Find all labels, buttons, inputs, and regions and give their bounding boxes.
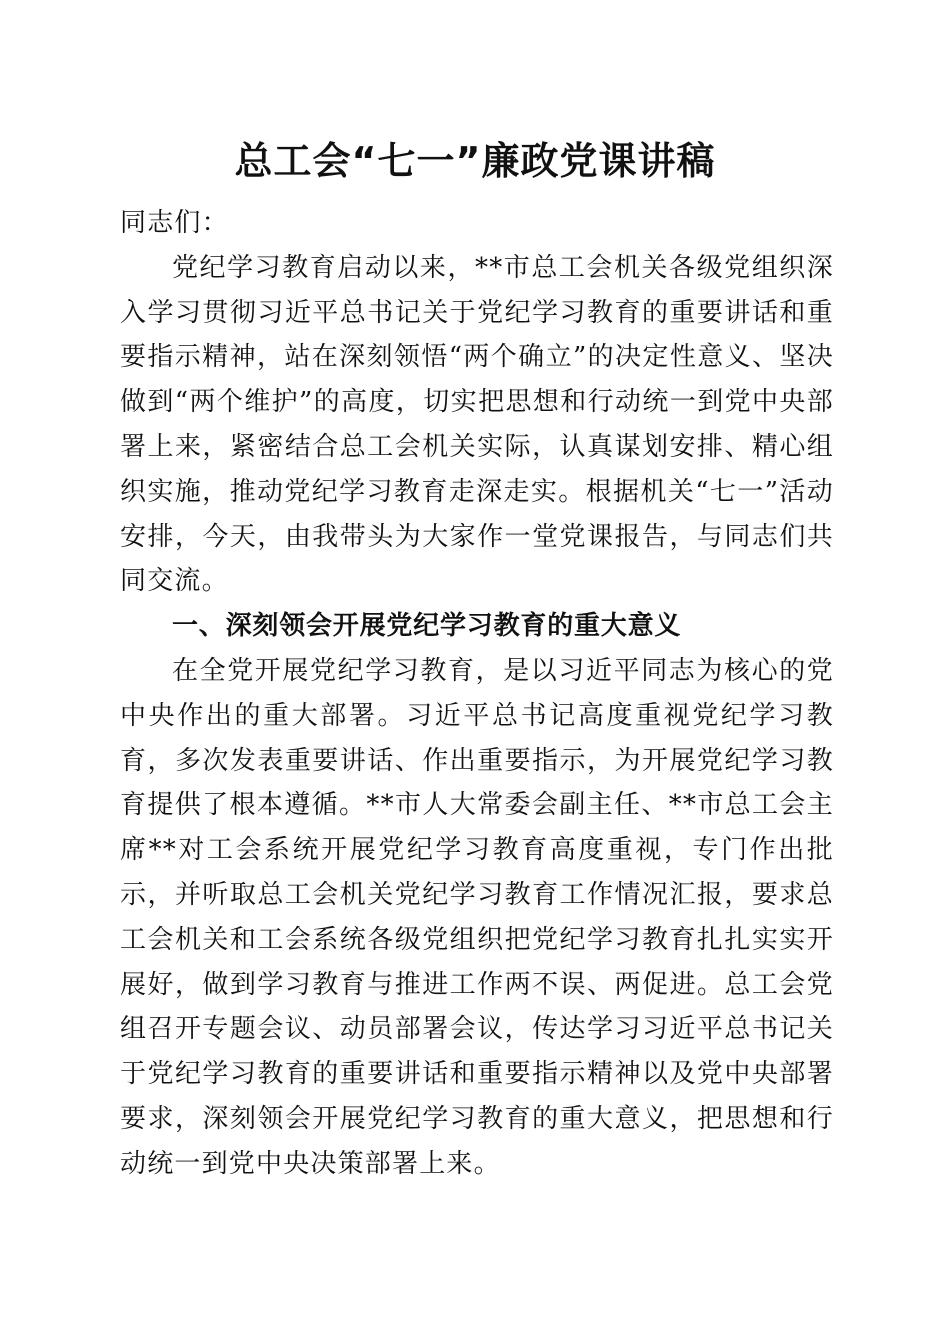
salutation: 同志们： bbox=[120, 208, 229, 238]
section-heading: 一、深刻领会开展党纪学习教育的重大意义 bbox=[172, 611, 682, 642]
document-body bbox=[120, 201, 834, 1187]
document-title: 总工会“七一”廉政党课讲稿 bbox=[234, 139, 716, 183]
paragraph-significance: 在全党开展党纪学习教育，是以习近平同志为核心的党中央作出的重大部署。习近平总书记高度重视党纪学习教育，多次发表重要讲话、作出重要指示，为开展党纪学习教育提供了根本遵循。**市人大常委会副主任、**市总工会主席**对工会系统开展党纪学习教育高度重视，专门作出批示，并听取总工会机关党纪学习教育工作情况汇报，要求总工会机关和工会系统各级党组织把党纪学习教育扎扎实实开展好，做到学习教育与推进工作两不误、两促进。总工会党组召开专题会议、动员部署会议，传达学习习近平总书记关于党纪学习教育的重要讲话和重要指示精神以及党中央部署要求，深刻领会开展党纪学习教育的重大意义，把思想和行动统一到党中央决策部署上来。 bbox=[120, 655, 834, 1179]
paragraph-intro: 党纪学习教育启动以来，**市总工会机关各级党组织深入学习贯彻习近平总书记关于党纪学习教育的重要讲话和重要指示精神，站在深刻领悟“两个确立”的决定性意义、坚决做到“两个维护”的高度，切实把思想和行动统一到党中央部署上来，紧密结合总工会机关实际，认真谋划安排、精心组织实施，推动党纪学习教育走深走实。根据机关“七一”活动安排，今天，由我带头为大家作一堂党课报告，与同志们共同交流。 bbox=[120, 252, 834, 597]
